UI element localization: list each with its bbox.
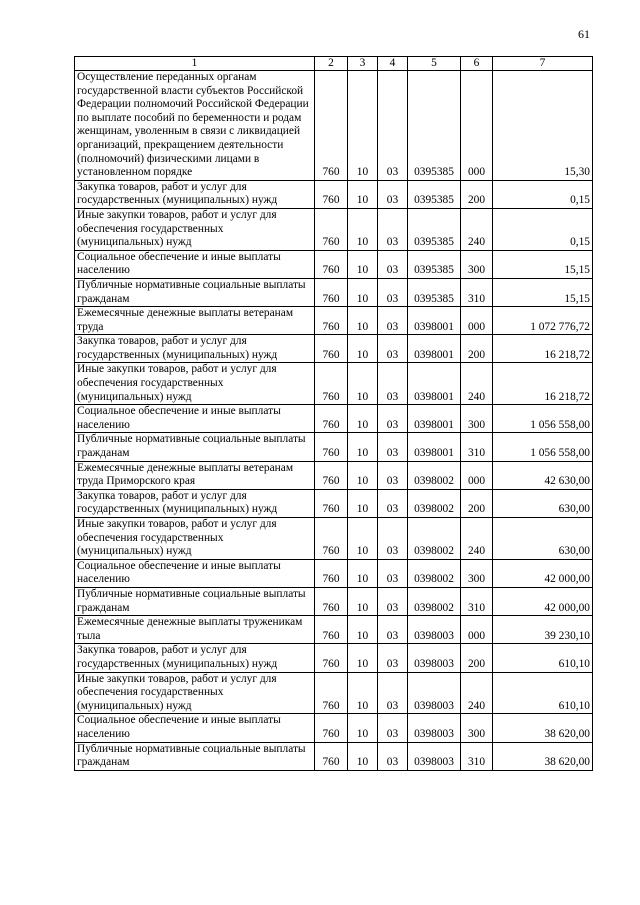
row-name-cell: Ежемесячные денежные выплаты ветеранам труда: [75, 307, 315, 335]
row-col2-cell: 760: [315, 672, 348, 714]
row-col6-cell: 000: [461, 307, 493, 335]
table-row: [75, 335, 593, 363]
table-row: [75, 71, 593, 181]
row-name-cell: Ежемесячные денежные выплаты труженикам тыла: [75, 616, 315, 644]
column-header: 6: [461, 57, 493, 71]
row-col3-cell: 10: [348, 278, 378, 306]
table-row: [75, 433, 593, 461]
row-col2-cell: 760: [315, 714, 348, 742]
row-amount-cell: 16 218,72: [493, 335, 593, 363]
table-row: [75, 518, 593, 560]
row-col4-cell: 03: [378, 335, 408, 363]
table-row: [75, 208, 593, 250]
row-col6-cell: 240: [461, 672, 493, 714]
row-name-cell: Социальное обеспечение и иные выплаты населению: [75, 714, 315, 742]
row-col5-cell: 0398001: [408, 335, 461, 363]
row-name-cell: Закупка товаров, работ и услуг для государственных (муниципальных) нужд: [75, 644, 315, 672]
row-col3-cell: 10: [348, 71, 378, 181]
table-row: [75, 714, 593, 742]
row-col3-cell: 10: [348, 616, 378, 644]
row-col3-cell: 10: [348, 405, 378, 433]
table-row: [75, 180, 593, 208]
row-name-cell: Социальное обеспечение и иные выплаты населению: [75, 559, 315, 587]
row-amount-cell: 0,15: [493, 180, 593, 208]
row-name-cell: Иные закупки товаров, работ и услуг для обеспечения государственных (муниципальных) нужд: [75, 208, 315, 250]
table-row: [75, 559, 593, 587]
row-col2-cell: 760: [315, 363, 348, 405]
row-amount-cell: 15,30: [493, 71, 593, 181]
row-col6-cell: 300: [461, 559, 493, 587]
row-col2-cell: 760: [315, 433, 348, 461]
row-name-cell: Публичные нормативные социальные выплаты гражданам: [75, 433, 315, 461]
row-col6-cell: 000: [461, 461, 493, 489]
row-col6-cell: 200: [461, 644, 493, 672]
row-col4-cell: 03: [378, 307, 408, 335]
row-col3-cell: 10: [348, 714, 378, 742]
row-col4-cell: 03: [378, 587, 408, 615]
row-col5-cell: 0395385: [408, 208, 461, 250]
row-col4-cell: 03: [378, 714, 408, 742]
column-header: 7: [493, 57, 593, 71]
header-row: [75, 57, 593, 71]
row-amount-cell: 38 620,00: [493, 742, 593, 770]
row-amount-cell: 38 620,00: [493, 714, 593, 742]
row-col6-cell: 300: [461, 714, 493, 742]
row-col4-cell: 03: [378, 644, 408, 672]
row-col3-cell: 10: [348, 461, 378, 489]
row-col4-cell: 03: [378, 180, 408, 208]
row-col5-cell: 0398002: [408, 587, 461, 615]
table-row: [75, 616, 593, 644]
row-amount-cell: 1 072 776,72: [493, 307, 593, 335]
row-col2-cell: 760: [315, 587, 348, 615]
page-number: 61: [578, 27, 590, 41]
row-amount-cell: 42 000,00: [493, 559, 593, 587]
row-col4-cell: 03: [378, 208, 408, 250]
row-col5-cell: 0398003: [408, 672, 461, 714]
table-row: [75, 307, 593, 335]
row-col4-cell: 03: [378, 278, 408, 306]
row-col3-cell: 10: [348, 742, 378, 770]
row-col5-cell: 0395385: [408, 180, 461, 208]
row-name-cell: Ежемесячные денежные выплаты ветеранам труда Приморского края: [75, 461, 315, 489]
row-col4-cell: 03: [378, 559, 408, 587]
row-col3-cell: 10: [348, 363, 378, 405]
row-amount-cell: 610,10: [493, 672, 593, 714]
row-amount-cell: 42 630,00: [493, 461, 593, 489]
row-col3-cell: 10: [348, 672, 378, 714]
row-col3-cell: 10: [348, 208, 378, 250]
table-row: [75, 587, 593, 615]
row-amount-cell: 1 056 558,00: [493, 405, 593, 433]
row-col6-cell: 000: [461, 71, 493, 181]
row-col4-cell: 03: [378, 518, 408, 560]
table-row: [75, 405, 593, 433]
row-amount-cell: 15,15: [493, 250, 593, 278]
row-col5-cell: 0395385: [408, 71, 461, 181]
row-col3-cell: 10: [348, 489, 378, 517]
row-col5-cell: 0398003: [408, 616, 461, 644]
row-col5-cell: 0398001: [408, 405, 461, 433]
column-header: 3: [348, 57, 378, 71]
row-col2-cell: 760: [315, 559, 348, 587]
table-row: [75, 742, 593, 770]
row-col4-cell: 03: [378, 489, 408, 517]
row-amount-cell: 0,15: [493, 208, 593, 250]
table-row: [75, 644, 593, 672]
row-col3-cell: 10: [348, 559, 378, 587]
row-col2-cell: 760: [315, 307, 348, 335]
table-row: [75, 278, 593, 306]
row-col3-cell: 10: [348, 180, 378, 208]
row-col5-cell: 0398002: [408, 518, 461, 560]
table-row: [75, 672, 593, 714]
row-col6-cell: 310: [461, 278, 493, 306]
row-col5-cell: 0398002: [408, 489, 461, 517]
row-col3-cell: 10: [348, 644, 378, 672]
row-amount-cell: 15,15: [493, 278, 593, 306]
row-col2-cell: 760: [315, 71, 348, 181]
row-col6-cell: 240: [461, 363, 493, 405]
row-col4-cell: 03: [378, 363, 408, 405]
row-col3-cell: 10: [348, 433, 378, 461]
row-amount-cell: 42 000,00: [493, 587, 593, 615]
row-col2-cell: 760: [315, 335, 348, 363]
row-col5-cell: 0398002: [408, 461, 461, 489]
row-col5-cell: 0398003: [408, 644, 461, 672]
row-col4-cell: 03: [378, 250, 408, 278]
row-col4-cell: 03: [378, 71, 408, 181]
row-name-cell: Закупка товаров, работ и услуг для государственных (муниципальных) нужд: [75, 335, 315, 363]
row-col6-cell: 240: [461, 518, 493, 560]
row-col5-cell: 0398001: [408, 363, 461, 405]
row-amount-cell: 16 218,72: [493, 363, 593, 405]
row-name-cell: Социальное обеспечение и иные выплаты населению: [75, 405, 315, 433]
row-col2-cell: 760: [315, 518, 348, 560]
row-col6-cell: 000: [461, 616, 493, 644]
row-amount-cell: 610,10: [493, 644, 593, 672]
row-col5-cell: 0398003: [408, 742, 461, 770]
row-col2-cell: 760: [315, 489, 348, 517]
row-name-cell: Иные закупки товаров, работ и услуг для обеспечения государственных (муниципальных) нужд: [75, 363, 315, 405]
row-col4-cell: 03: [378, 742, 408, 770]
row-col4-cell: 03: [378, 433, 408, 461]
row-name-cell: Закупка товаров, работ и услуг для государственных (муниципальных) нужд: [75, 489, 315, 517]
row-amount-cell: 630,00: [493, 518, 593, 560]
row-col6-cell: 200: [461, 489, 493, 517]
row-col6-cell: 310: [461, 587, 493, 615]
table-row: [75, 489, 593, 517]
row-col5-cell: 0398001: [408, 433, 461, 461]
row-col3-cell: 10: [348, 335, 378, 363]
row-col6-cell: 200: [461, 335, 493, 363]
column-header: 2: [315, 57, 348, 71]
row-col2-cell: 760: [315, 644, 348, 672]
row-col6-cell: 300: [461, 250, 493, 278]
row-col4-cell: 03: [378, 616, 408, 644]
row-amount-cell: 630,00: [493, 489, 593, 517]
row-amount-cell: 39 230,10: [493, 616, 593, 644]
row-col3-cell: 10: [348, 307, 378, 335]
table-row: [75, 461, 593, 489]
row-amount-cell: 1 056 558,00: [493, 433, 593, 461]
row-col2-cell: 760: [315, 405, 348, 433]
row-col5-cell: 0398002: [408, 559, 461, 587]
row-col3-cell: 10: [348, 250, 378, 278]
row-col5-cell: 0395385: [408, 250, 461, 278]
row-name-cell: Закупка товаров, работ и услуг для государственных (муниципальных) нужд: [75, 180, 315, 208]
row-name-cell: Иные закупки товаров, работ и услуг для обеспечения государственных (муниципальных) нужд: [75, 518, 315, 560]
row-name-cell: Публичные нормативные социальные выплаты гражданам: [75, 742, 315, 770]
row-col2-cell: 760: [315, 208, 348, 250]
row-col4-cell: 03: [378, 672, 408, 714]
table-row: [75, 250, 593, 278]
row-col6-cell: 240: [461, 208, 493, 250]
row-col6-cell: 310: [461, 742, 493, 770]
row-col2-cell: 760: [315, 180, 348, 208]
row-col5-cell: 0398001: [408, 307, 461, 335]
table-row: [75, 363, 593, 405]
row-col6-cell: 200: [461, 180, 493, 208]
row-col2-cell: 760: [315, 250, 348, 278]
column-header: 4: [378, 57, 408, 71]
row-name-cell: Публичные нормативные социальные выплаты гражданам: [75, 587, 315, 615]
row-col2-cell: 760: [315, 616, 348, 644]
row-col5-cell: 0395385: [408, 278, 461, 306]
row-col2-cell: 760: [315, 461, 348, 489]
row-name-cell: Публичные нормативные социальные выплаты гражданам: [75, 278, 315, 306]
row-col6-cell: 300: [461, 405, 493, 433]
row-name-cell: Осуществление переданных органам государственной власти субъектов Российской Федерации полномочий Российской Федерации по выплате пособий по беременности и родам женщинам, уволенным в связи с ликвидацией организаций, прекращением деятельности (полномочий) физическими лицами в установленном порядке: [75, 71, 315, 181]
row-name-cell: Социальное обеспечение и иные выплаты населению: [75, 250, 315, 278]
row-col2-cell: 760: [315, 742, 348, 770]
row-col4-cell: 03: [378, 405, 408, 433]
row-col3-cell: 10: [348, 587, 378, 615]
row-col4-cell: 03: [378, 461, 408, 489]
row-name-cell: Иные закупки товаров, работ и услуг для обеспечения государственных (муниципальных) нужд: [75, 672, 315, 714]
budget-table: [74, 56, 593, 771]
row-col5-cell: 0398003: [408, 714, 461, 742]
column-header: 1: [75, 57, 315, 71]
row-col2-cell: 760: [315, 278, 348, 306]
row-col6-cell: 310: [461, 433, 493, 461]
column-header: 5: [408, 57, 461, 71]
row-col3-cell: 10: [348, 518, 378, 560]
